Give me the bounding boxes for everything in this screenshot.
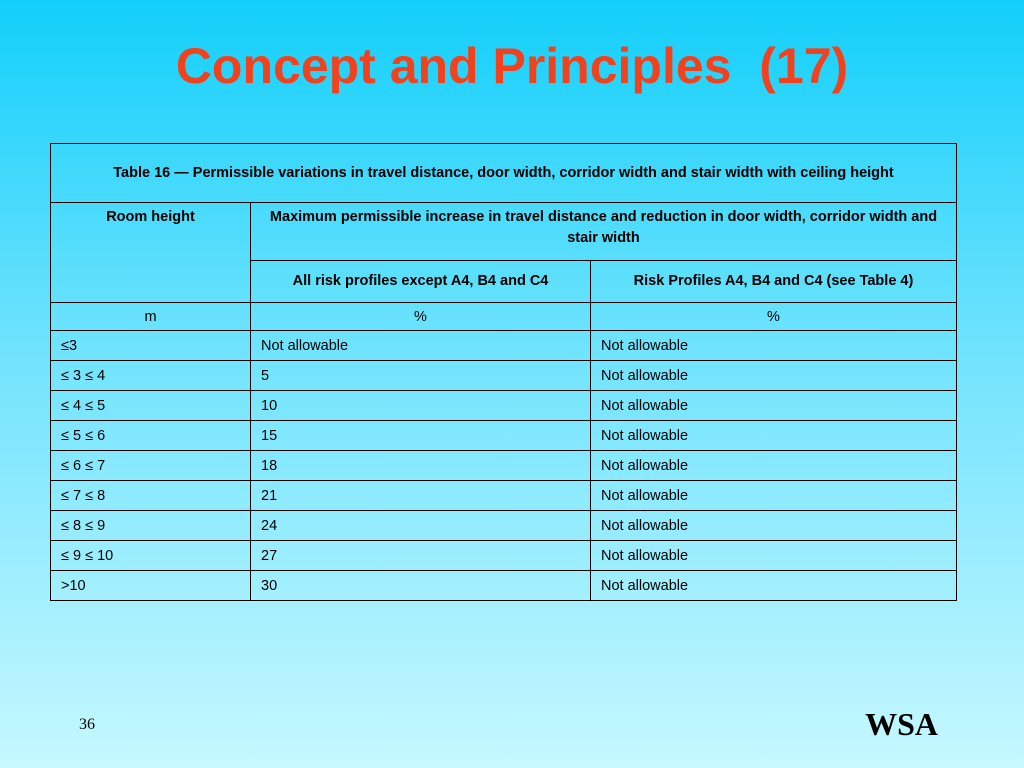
table-row — [51, 391, 957, 421]
risk-profiles-a4-b4-c4-cell: Not allowable — [591, 541, 957, 571]
risk-profiles-a4-b4-c4-cell: Not allowable — [591, 421, 957, 451]
unit-cell: % — [591, 303, 957, 331]
room-height-cell: ≤ 7 ≤ 8 — [51, 481, 251, 511]
room-height-cell: ≤ 9 ≤ 10 — [51, 541, 251, 571]
risk-profiles-a4-b4-c4-cell: Not allowable — [591, 331, 957, 361]
all-risk-profiles-header: All risk profiles except A4, B4 and C4 — [251, 261, 591, 303]
slide-title-text: Concept and Principles (17) — [175, 38, 849, 94]
risk-profiles-a4-b4-c4-cell: Not allowable — [591, 481, 957, 511]
room-height-header: Room height — [51, 203, 251, 303]
table-body — [51, 331, 957, 601]
table-row — [51, 331, 957, 361]
table-row — [51, 421, 957, 451]
all-risk-profiles-cell: 10 — [251, 391, 591, 421]
risk-profiles-a4-b4-c4-cell: Not allowable — [591, 451, 957, 481]
table-caption: Table 16 — Permissible variations in travel distance, door width, corridor width and stair width with ceiling height — [51, 144, 957, 203]
risk-profiles-a4-b4-c4-header: Risk Profiles A4, B4 and C4 (see Table 4) — [591, 261, 957, 303]
all-risk-profiles-cell: Not allowable — [251, 331, 591, 361]
table-row — [51, 541, 957, 571]
table-caption-row — [51, 144, 957, 203]
table-row — [51, 481, 957, 511]
all-risk-profiles-cell: 30 — [251, 571, 591, 601]
all-risk-profiles-cell: 24 — [251, 511, 591, 541]
room-height-cell: ≤ 4 ≤ 5 — [51, 391, 251, 421]
table-row — [51, 511, 957, 541]
table-header-row — [51, 203, 957, 261]
slide-title — [0, 36, 1024, 96]
risk-profiles-a4-b4-c4-cell: Not allowable — [591, 391, 957, 421]
unit-cell: % — [251, 303, 591, 331]
max-increase-header: Maximum permissible increase in travel distance and reduction in door width, corridor width and stair width — [251, 203, 957, 261]
permissible-variations-table — [50, 143, 957, 601]
all-risk-profiles-cell: 15 — [251, 421, 591, 451]
risk-profiles-a4-b4-c4-cell: Not allowable — [591, 511, 957, 541]
table-row — [51, 451, 957, 481]
page-number: 36 — [79, 716, 95, 733]
room-height-cell: >10 — [51, 571, 251, 601]
all-risk-profiles-cell: 27 — [251, 541, 591, 571]
table-row — [51, 361, 957, 391]
risk-profiles-a4-b4-c4-cell: Not allowable — [591, 361, 957, 391]
wsa-logo: WSA — [865, 706, 938, 742]
room-height-cell: ≤ 8 ≤ 9 — [51, 511, 251, 541]
unit-cell: m — [51, 303, 251, 331]
units-row — [51, 303, 957, 331]
all-risk-profiles-cell: 18 — [251, 451, 591, 481]
all-risk-profiles-cell: 21 — [251, 481, 591, 511]
room-height-cell: ≤ 6 ≤ 7 — [51, 451, 251, 481]
risk-profiles-a4-b4-c4-cell: Not allowable — [591, 571, 957, 601]
room-height-cell: ≤ 5 ≤ 6 — [51, 421, 251, 451]
all-risk-profiles-cell: 5 — [251, 361, 591, 391]
table-row — [51, 571, 957, 601]
room-height-cell: ≤3 — [51, 331, 251, 361]
room-height-cell: ≤ 3 ≤ 4 — [51, 361, 251, 391]
